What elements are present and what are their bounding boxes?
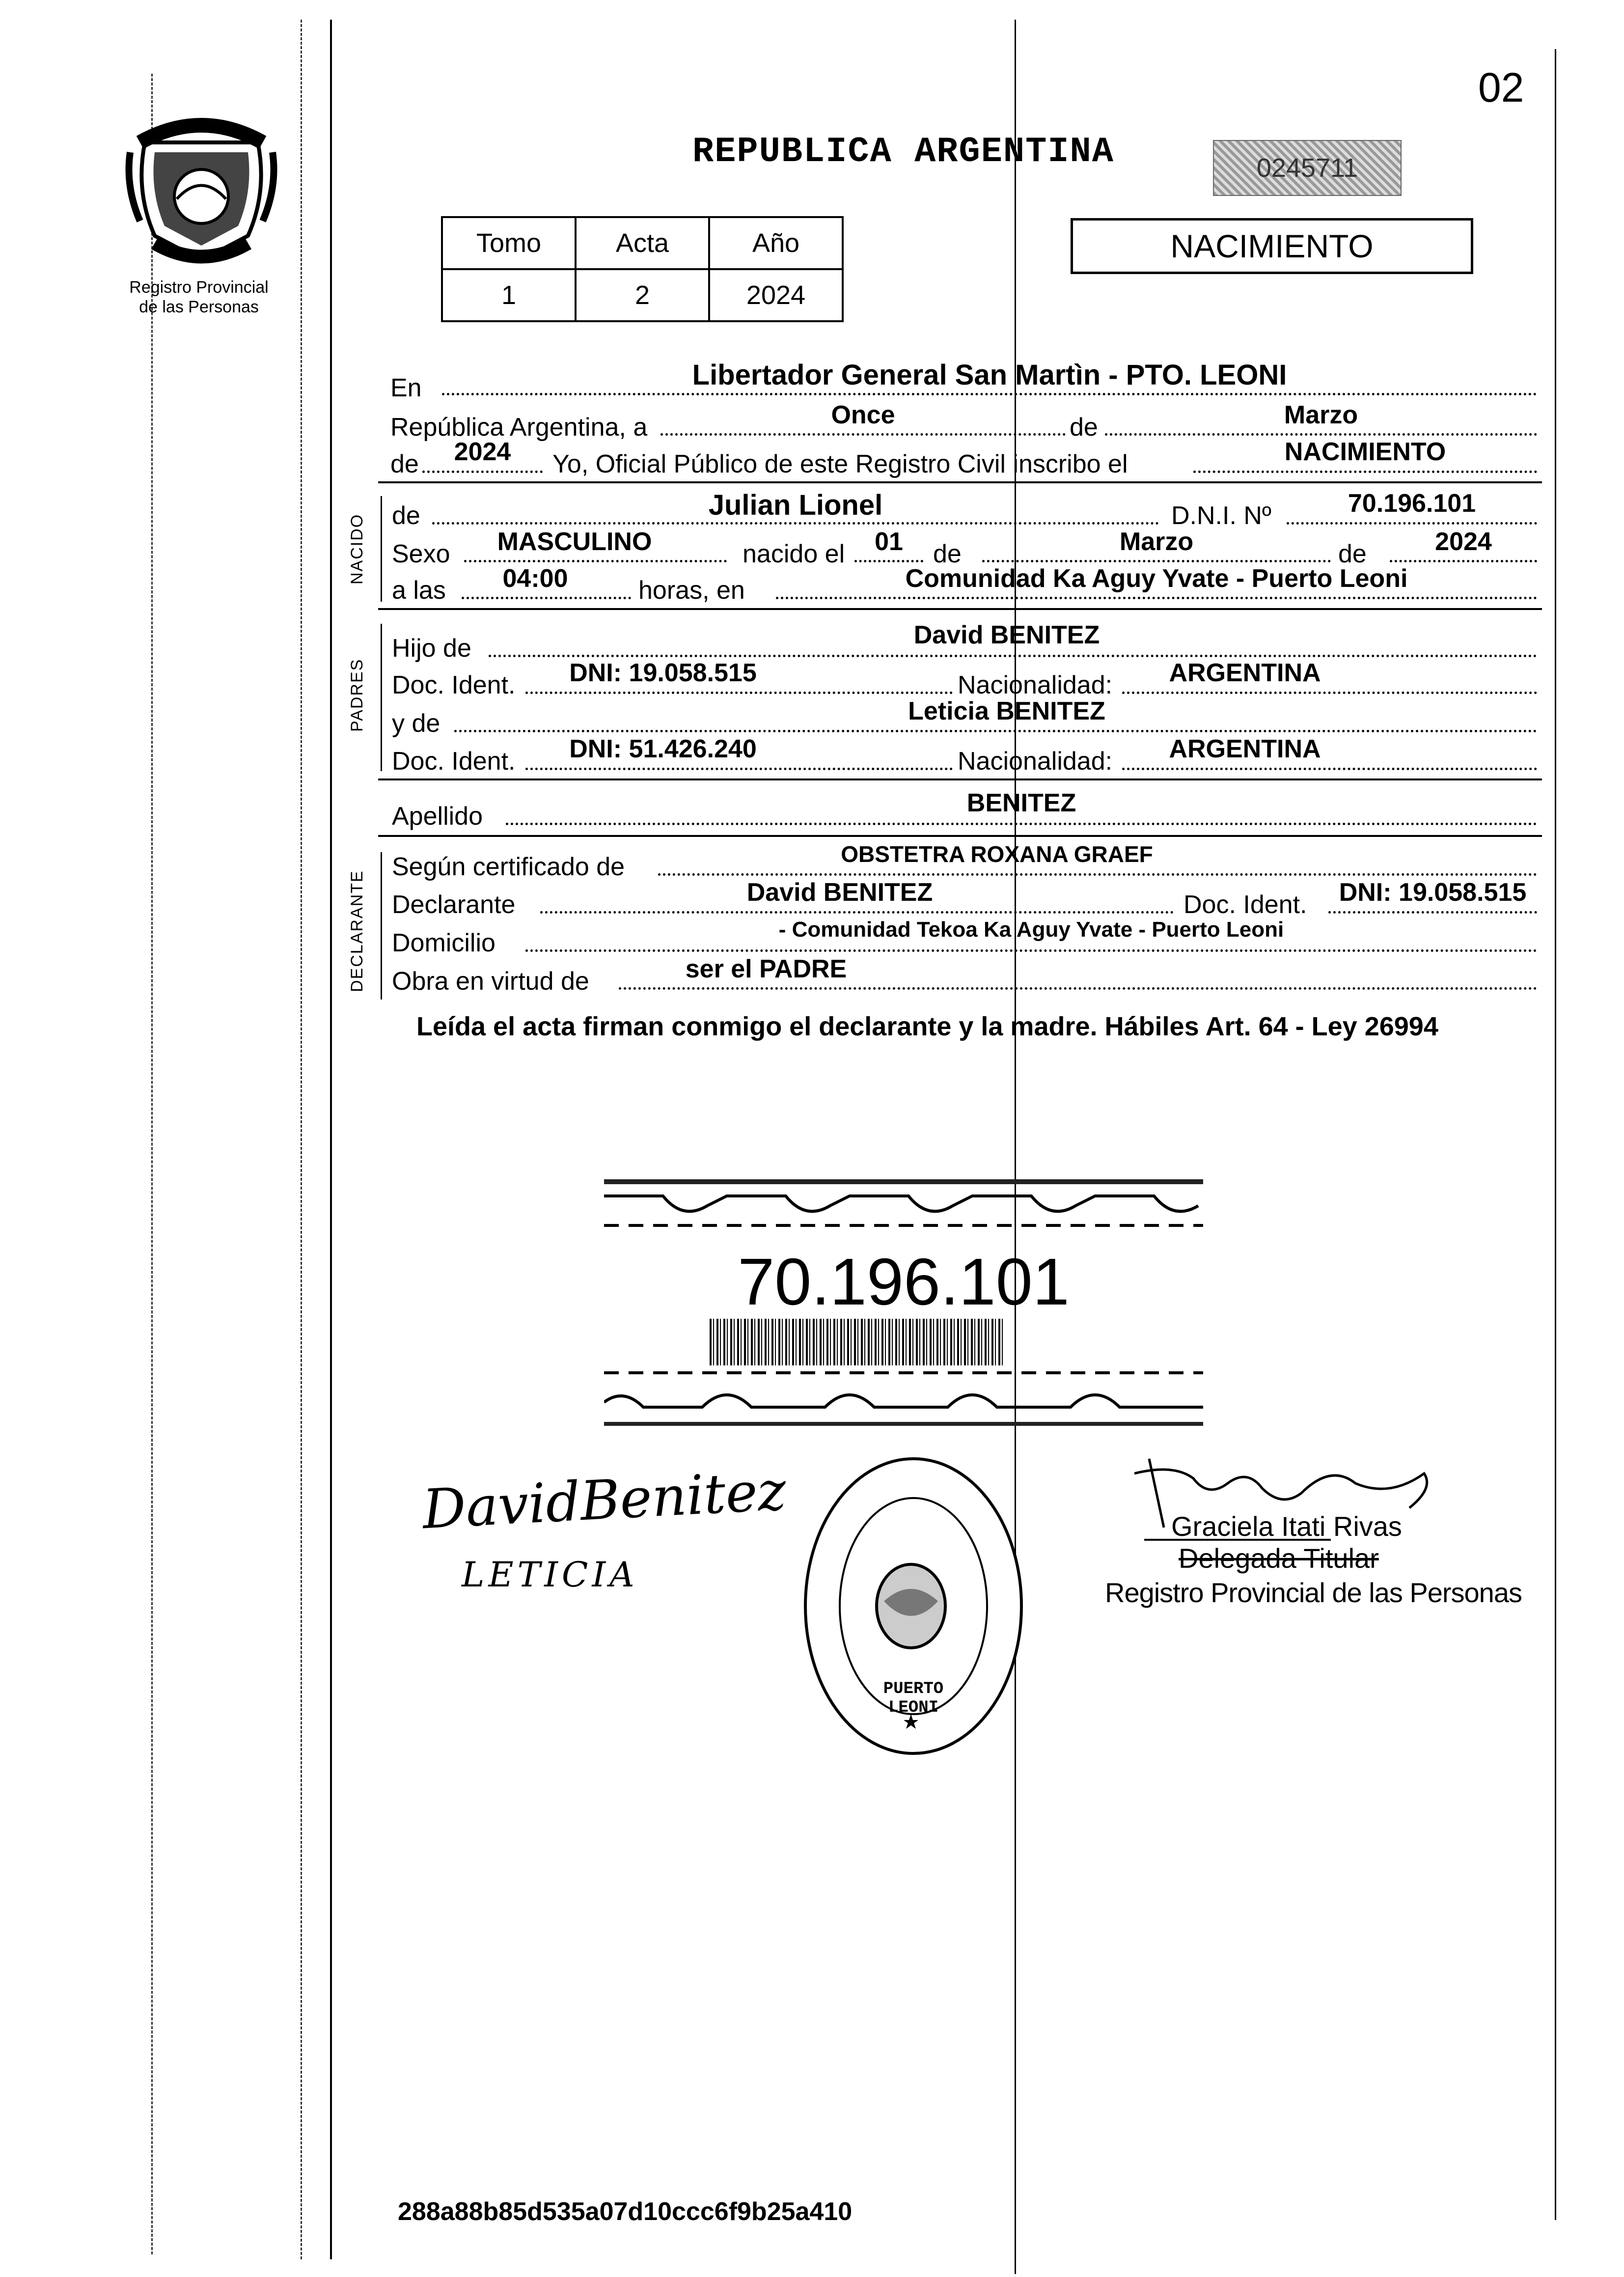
province-logo	[125, 113, 277, 270]
dots	[540, 911, 1174, 914]
cert-label: Según certificado de	[392, 853, 625, 881]
birth-place: Comunidad Ka Aguy Yvate - Puerto Leoni	[905, 564, 1408, 593]
apellido-value: BENITEZ	[966, 789, 1076, 817]
mother-nat-label: Nacionalidad:	[958, 747, 1113, 776]
de-label-3: de	[1338, 540, 1367, 568]
dots	[525, 692, 953, 694]
declarante-doc: DNI: 19.058.515	[1339, 878, 1527, 907]
dots	[854, 560, 923, 562]
nacido-de-label: de	[392, 501, 420, 530]
dots	[525, 768, 953, 770]
official-title: Delegada Titular	[1179, 1543, 1379, 1574]
footer-hash: 288a88b85d535a07d10ccc6f9b25a410	[398, 2197, 853, 2226]
oficial-text: Yo, Oficial Público de este Registro Civil inscribo el	[552, 450, 1128, 478]
child-dni: 70.196.101	[1348, 489, 1476, 518]
domicilio-value: - Comunidad Tekoa Ka Aguy Yvate - Puerto Leoni	[778, 917, 1284, 942]
sticker-barcode	[710, 1319, 1004, 1365]
dots	[1193, 471, 1537, 473]
left-margin-dashes	[151, 74, 153, 2254]
father-nat-label: Nacionalidad:	[958, 671, 1113, 699]
mother-signature: LETICIA	[462, 1555, 638, 1595]
dni-label: D.N.I. Nº	[1171, 501, 1271, 530]
logo-caption: Registro Provincial de las Personas	[129, 278, 269, 316]
book-value-anio: 2024	[709, 269, 843, 321]
book-table	[441, 216, 844, 322]
rule	[378, 481, 1542, 483]
declarante-section-label: DECLARANTE	[348, 870, 366, 992]
dots	[422, 471, 543, 473]
country-title: REPUBLICA ARGENTINA	[692, 132, 1114, 172]
dots	[464, 560, 727, 562]
sexo-value: MASCULINO	[497, 528, 652, 556]
closing-text: Leída el acta firman conmigo el declarante y la madre. Hábiles Art. 64 - Ley 26994	[416, 1012, 1438, 1041]
dots	[619, 987, 1537, 990]
en-label: En	[390, 374, 422, 402]
father-doc-label: Doc. Ident.	[392, 671, 516, 699]
birth-month: Marzo	[1119, 528, 1194, 556]
dots	[432, 522, 1159, 525]
registry-stamp-number: 0245711	[1256, 153, 1358, 183]
book-header-anio: Año	[709, 217, 843, 269]
inner-margin-dashes	[301, 20, 302, 2259]
nacido-section-label: NACIDO	[348, 513, 366, 584]
birth-year: 2024	[1435, 528, 1492, 556]
page-number: 02	[1478, 64, 1524, 111]
book-header-acta: Acta	[576, 217, 709, 269]
dots	[658, 873, 1537, 876]
domicilio-label: Domicilio	[392, 929, 495, 957]
dots	[489, 655, 1537, 657]
mother-nationality: ARGENTINA	[1169, 735, 1321, 763]
right-margin-line	[1555, 49, 1556, 2220]
y-de-label: y de	[392, 709, 440, 738]
rule	[378, 778, 1542, 780]
mother-name: Leticia BENITEZ	[908, 697, 1105, 725]
dots	[1287, 522, 1537, 525]
father-nationality: ARGENTINA	[1169, 659, 1321, 687]
apellido-label: Apellido	[392, 802, 483, 831]
child-name: Julian Lionel	[708, 489, 883, 521]
book-header-tomo: Tomo	[442, 217, 576, 269]
month-value: Marzo	[1284, 401, 1358, 429]
padres-section-label: PADRES	[348, 658, 366, 732]
place-value: Libertador General San Martìn - PTO. LEONI	[692, 359, 1287, 391]
year-prefix: de	[390, 450, 419, 478]
declarante-label: Declarante	[392, 890, 516, 919]
act-type-value: NACIMIENTO	[1284, 438, 1446, 466]
vline	[381, 852, 382, 1000]
dots	[776, 597, 1537, 599]
day-word-value: Once	[831, 401, 895, 429]
nacido-el-label: nacido el	[743, 540, 845, 568]
de-label: de	[1070, 413, 1098, 442]
dots	[506, 823, 1537, 825]
dots	[454, 730, 1537, 732]
a-las-label: a las	[392, 576, 446, 605]
republica-label: República Argentina, a	[390, 413, 648, 442]
act-type-label: NACIMIENTO	[1170, 228, 1374, 264]
father-doc: DNI: 19.058.515	[569, 659, 757, 687]
dots	[1122, 768, 1537, 770]
father-name: David BENITEZ	[913, 621, 1100, 649]
dots	[1122, 692, 1537, 694]
rule	[378, 608, 1542, 610]
dots	[525, 949, 1537, 952]
rule	[378, 835, 1542, 837]
dots	[1390, 560, 1537, 562]
hijo-label: Hijo de	[392, 634, 471, 663]
dots	[1328, 911, 1537, 914]
year-value: 2024	[454, 438, 511, 466]
dots	[462, 597, 631, 599]
margin-line	[330, 20, 332, 2259]
dots	[1105, 433, 1537, 436]
dni-sticker	[604, 1176, 1203, 1432]
dots	[442, 393, 1537, 395]
official-name: Graciela Itati Rivas	[1171, 1511, 1402, 1542]
vline	[381, 624, 382, 771]
declarante-value: David BENITEZ	[746, 878, 933, 907]
act-type-box	[1071, 218, 1473, 274]
registry-stamp	[1213, 140, 1402, 196]
official-seal	[800, 1454, 1026, 1758]
sexo-label: Sexo	[392, 540, 450, 568]
cert-value: OBSTETRA ROXANA GRAEF	[841, 841, 1153, 867]
horas-label: horas, en	[638, 576, 745, 605]
book-value-tomo: 1	[442, 269, 576, 321]
vline	[381, 496, 382, 602]
dots	[661, 433, 1066, 436]
fold-line	[1015, 20, 1016, 2274]
book-value-acta: 2	[576, 269, 709, 321]
obra-label: Obra en virtud de	[392, 967, 589, 996]
declarante-doc-label: Doc. Ident.	[1184, 890, 1307, 919]
de-label-2: de	[933, 540, 962, 568]
mother-doc: DNI: 51.426.240	[569, 735, 757, 763]
declarante-signature: DavidBenitez	[421, 1459, 788, 1541]
birth-time: 04:00	[502, 564, 568, 593]
official-org: Registro Provincial de las Personas	[1105, 1577, 1522, 1608]
mother-doc-label: Doc. Ident.	[392, 747, 516, 776]
dots	[982, 560, 1331, 562]
seal-inner-text: PUERTO LEONI	[883, 1680, 944, 1717]
sticker-number: 70.196.101	[738, 1245, 1070, 1319]
obra-value: ser el PADRE	[685, 955, 847, 983]
birth-day: 01	[875, 528, 903, 556]
